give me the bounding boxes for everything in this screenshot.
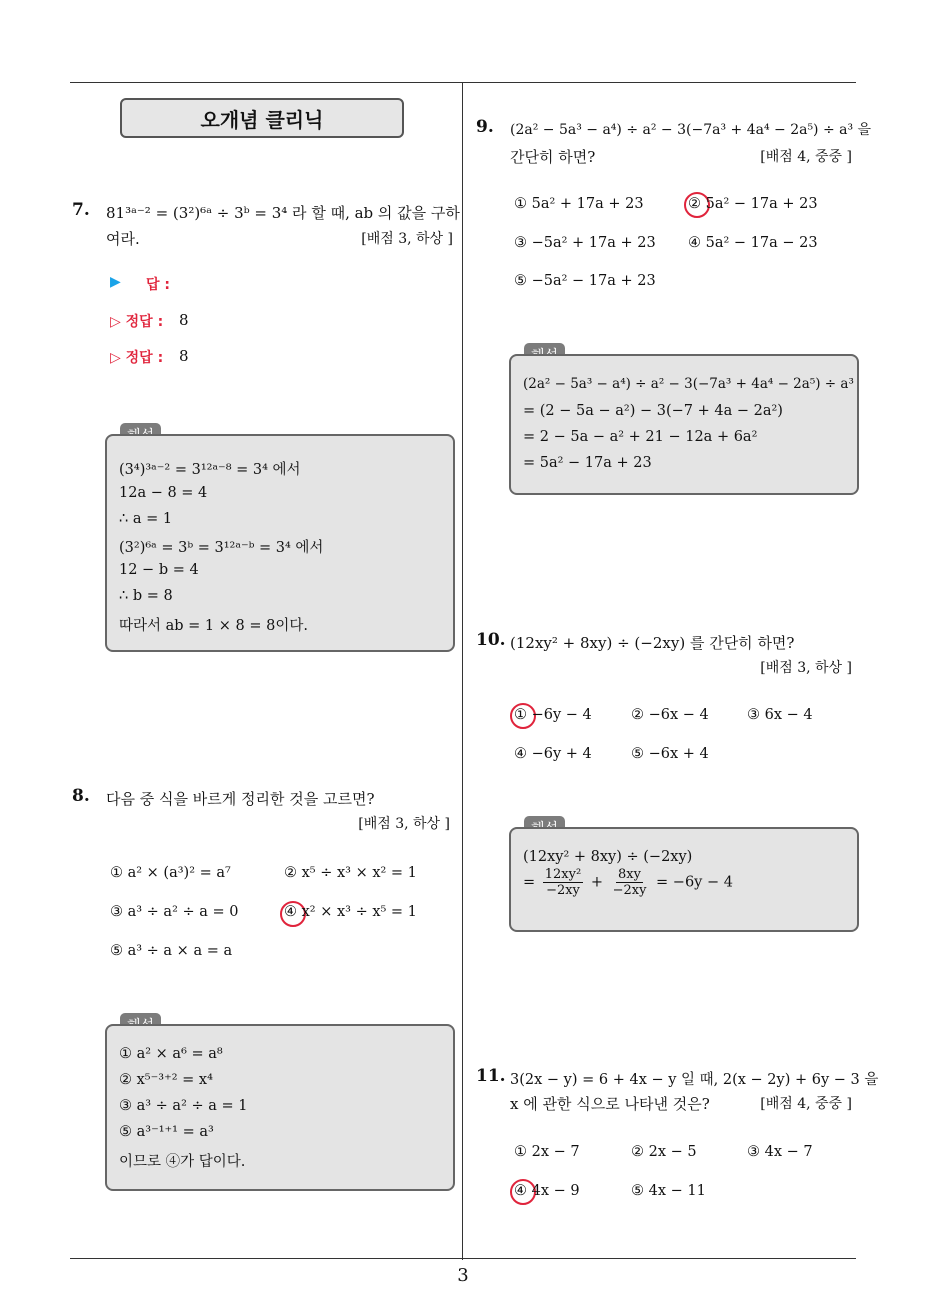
option-2[interactable]: ② 2x − 5: [631, 1144, 697, 1160]
solution-box: [105, 434, 455, 652]
solution-line: ∴ a = 1: [119, 511, 173, 527]
option-5[interactable]: ⑤ 4x − 11: [631, 1183, 706, 1199]
correct-answer-label: ▷ 정답 :: [110, 314, 164, 330]
solution-line: 12 − b = 4: [119, 562, 199, 578]
score-label: [배점 3, 하상 ]: [361, 231, 453, 247]
solution-line: 이므로 ④가 답이다.: [119, 1154, 246, 1170]
correct-answer-value: 8: [179, 311, 189, 329]
fraction-numerator: 8xy: [618, 867, 641, 882]
option-4[interactable]: ④ 4x − 9: [514, 1183, 580, 1199]
fraction-1: [543, 867, 583, 898]
solution-result: = −6y − 4: [656, 874, 733, 891]
solution-line: ∴ b = 8: [119, 588, 173, 604]
option-1[interactable]: ① a² × (a³)² = a⁷: [110, 865, 231, 881]
question-text: 간단히 하면?: [510, 148, 596, 166]
question-number: 10.: [476, 630, 506, 650]
solution-line: (12xy² + 8xy) ÷ (−2xy): [523, 849, 693, 865]
equals-sign: =: [523, 874, 536, 891]
option-2[interactable]: ② −6x − 4: [631, 707, 709, 723]
score-label: [배점 4, 중중 ]: [760, 1096, 852, 1112]
solution-line: (3⁴)³ᵃ⁻² = 3¹²ᵃ⁻⁸ = 3⁴ 에서: [119, 462, 301, 478]
question-text: 3(2x − y) = 6 + 4x − y 일 때, 2(x − 2y) + 6y − 3 을: [510, 1072, 879, 1088]
solution-line: = 5a² − 17a + 23: [523, 455, 652, 471]
plus-sign: +: [590, 874, 603, 891]
solution-line: ③ a³ ÷ a² ÷ a = 1: [119, 1098, 248, 1114]
question-text: x 에 관한 식으로 나타낸 것은?: [510, 1095, 710, 1113]
option-1[interactable]: ① 5a² + 17a + 23: [514, 196, 644, 212]
column-divider: [462, 82, 463, 1260]
option-2[interactable]: ② 5a² − 17a + 23: [688, 196, 818, 212]
fraction-denominator: −2xy: [546, 883, 580, 898]
question-text: (12xy² + 8xy) ÷ (−2xy) 를 간단히 하면?: [510, 634, 795, 652]
option-4[interactable]: ④ 5a² − 17a − 23: [688, 235, 818, 251]
solution-box: [105, 1024, 455, 1191]
option-4[interactable]: ④ −6y + 4: [514, 746, 592, 762]
solution-line: = 2 − 5a − a² + 21 − 12a + 6a²: [523, 429, 758, 445]
score-label: [배점 3, 하상 ]: [760, 660, 852, 676]
bottom-rule: [70, 1258, 856, 1259]
question-number: 7.: [72, 200, 90, 220]
solution-line: (3²)⁶ᵃ = 3ᵇ = 3¹²ᵃ⁻ᵇ = 3⁴ 에서: [119, 540, 324, 556]
answer-arrow-icon: ▶: [110, 274, 121, 290]
question-text: 다음 중 식을 바르게 정리한 것을 고르면?: [106, 790, 375, 808]
option-3[interactable]: ③ 6x − 4: [747, 707, 813, 723]
question-text: 81³ᵃ⁻² = (3²)⁶ᵃ ÷ 3ᵇ = 3⁴ 라 할 때, ab 의 값을 구하: [106, 204, 460, 222]
question-number: 11.: [476, 1066, 506, 1086]
page-number: 3: [457, 1265, 469, 1286]
section-title: 오개념 클리닉: [120, 98, 404, 138]
option-3[interactable]: ③ a³ ÷ a² ÷ a = 0: [110, 904, 239, 920]
solution-fraction-line: [523, 867, 733, 898]
solution-line: 12a − 8 = 4: [119, 485, 208, 501]
solution-line: ② x⁵⁻³⁺² = x⁴: [119, 1072, 213, 1088]
question-number: 9.: [476, 117, 494, 137]
fraction-denominator: −2xy: [612, 883, 647, 898]
option-5[interactable]: ⑤ −6x + 4: [631, 746, 709, 762]
solution-line: (2a² − 5a³ − a⁴) ÷ a² − 3(−7a³ + 4a⁴ − 2a⁵) ÷ a³: [523, 376, 854, 392]
option-5[interactable]: ⑤ a³ ÷ a × a = a: [110, 943, 233, 959]
option-3[interactable]: ③ −5a² + 17a + 23: [514, 235, 656, 251]
option-3[interactable]: ③ 4x − 7: [747, 1144, 813, 1160]
correct-answer-label: ▷ 정답 :: [110, 350, 164, 366]
option-1[interactable]: ① 2x − 7: [514, 1144, 580, 1160]
fraction-2: [611, 867, 649, 898]
option-4[interactable]: ④ x² × x³ ÷ x⁵ = 1: [284, 904, 417, 920]
fraction-numerator: 12xy²: [544, 867, 582, 882]
correct-answer-value: 8: [179, 347, 189, 365]
solution-box: [509, 354, 859, 495]
solution-box: [509, 827, 859, 932]
solution-line: ① a² × a⁶ = a⁸: [119, 1046, 223, 1062]
solution-line: ⑤ a³⁻¹⁺¹ = a³: [119, 1124, 214, 1140]
option-2[interactable]: ② x⁵ ÷ x³ × x² = 1: [284, 865, 417, 881]
score-label: [배점 4, 중중 ]: [760, 149, 852, 165]
question-number: 8.: [72, 786, 90, 806]
question-text: 여라.: [106, 230, 140, 248]
option-5[interactable]: ⑤ −5a² − 17a + 23: [514, 273, 656, 289]
answer-label: 답 :: [146, 277, 170, 293]
question-text: (2a² − 5a³ − a⁴) ÷ a² − 3(−7a³ + 4a⁴ − 2a⁵) ÷ a³ 을: [510, 122, 872, 138]
score-label: [배점 3, 하상 ]: [358, 816, 450, 832]
solution-line: 따라서 ab = 1 × 8 = 8이다.: [119, 618, 308, 634]
option-1[interactable]: ① −6y − 4: [514, 707, 592, 723]
solution-line: = (2 − 5a − a²) − 3(−7 + 4a − 2a²): [523, 403, 783, 419]
top-rule: [70, 82, 856, 83]
